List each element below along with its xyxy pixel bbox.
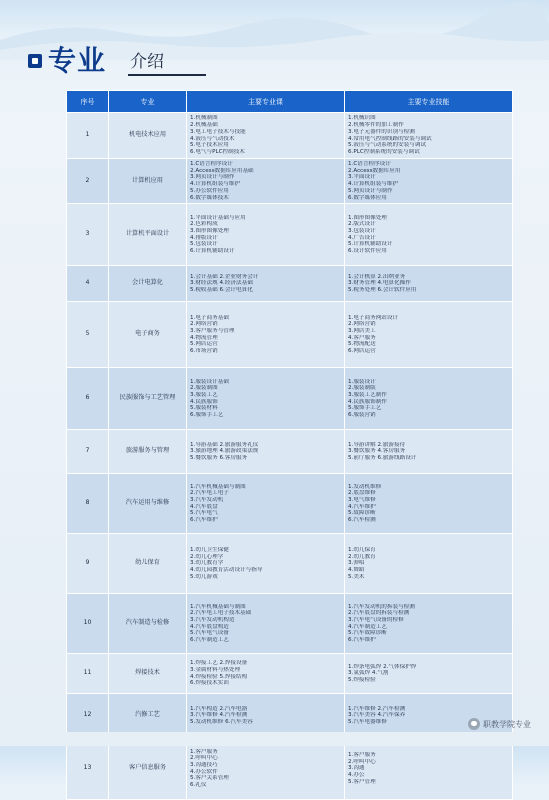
skill-item: 3.包装设计 [348, 228, 376, 235]
course-item: 1.C语言程序设计 [190, 161, 233, 167]
skill-item: 1.机械识图 [348, 115, 376, 122]
skill-item: 5.网页设计与制作 [348, 187, 393, 194]
skill-item: 3.汽车美容 4.汽车保养 [348, 712, 406, 719]
course-item: 1.汽车构造 2.汽车电器 [190, 705, 248, 712]
skill-list [345, 204, 513, 266]
course-item: 6.汽车制造工艺 [190, 637, 229, 644]
section-icon [28, 54, 42, 68]
row-number: 2 [67, 159, 109, 204]
course-item: 6.计算机辅助设计 [190, 248, 235, 255]
course-item: 6.礼仪 [190, 782, 207, 789]
page-subtitle: 介绍 [130, 52, 164, 72]
row-number: 9 [67, 534, 109, 594]
skill-item: 1.会计核算 2.出纳业务 [348, 273, 406, 280]
course-list [187, 266, 345, 302]
table-row [67, 368, 513, 430]
major-name: 旅游服务与管理 [109, 430, 187, 474]
column-header-major: 专业 [109, 91, 187, 113]
course-item: 3.图形图像处理 [190, 228, 229, 235]
row-number: 10 [67, 594, 109, 654]
skill-item: 1.电子商务网站设计 [348, 314, 399, 321]
major-name: 汽车运用与维修 [109, 474, 187, 534]
table-row [67, 534, 513, 594]
skill-item: 3.汽车电气设备的检修 [348, 617, 404, 624]
skill-list [345, 113, 513, 159]
skill-item: 1.服装设计 [348, 378, 376, 385]
skill-item: 4.客户服务 [348, 334, 376, 341]
course-item: 1.幼儿卫生保健 [190, 546, 229, 553]
skill-item: 3.电子元器件的识别与检测 [348, 128, 415, 135]
skill-item: 5.美术 [348, 573, 365, 580]
skill-item: 3.平面设计 [348, 174, 376, 181]
major-name: 汽修工艺 [109, 694, 187, 738]
skill-item: 2.Access数据库应用 [348, 167, 401, 174]
skill-list [345, 654, 513, 694]
course-item: 4.办公软件 [190, 768, 218, 775]
skill-item: 5.汽车电器维修 [348, 719, 387, 726]
course-item: 2.汽车电工电子技术基础 [190, 610, 252, 617]
course-item: 4.计算机组装与维护 [190, 181, 241, 188]
skill-item: 6.汽车检测 [348, 517, 376, 524]
course-item: 1.电子商务基础 [190, 314, 229, 321]
skill-list [345, 474, 513, 534]
course-item: 1.汽车机械基础与制图 [190, 603, 246, 610]
row-number: 3 [67, 204, 109, 266]
skill-item: 1.焊条电弧焊 2.气体保护焊 [348, 663, 417, 670]
table-row [67, 594, 513, 654]
skill-item: 3.弹唱 [348, 560, 365, 567]
course-item: 1.机械制图 [190, 115, 218, 122]
course-item: 1.汽车机械基础与制图 [190, 483, 246, 490]
course-item: 2.幼儿心理学 [190, 553, 224, 560]
course-item: 4.汽车底盘 [190, 503, 218, 510]
skill-list [345, 302, 513, 368]
row-number: 12 [67, 694, 109, 738]
table-row [67, 204, 513, 266]
major-name: 机电技术应用 [109, 113, 187, 159]
skill-item: 5.服饰手工艺 [348, 405, 382, 412]
course-item: 6.数字媒体技术 [190, 194, 229, 201]
course-item: 3.网页设计与制作 [190, 174, 235, 181]
course-list [187, 113, 345, 159]
course-item: 2.服装制图 [190, 385, 218, 392]
skill-item: 4.民族服饰制作 [348, 398, 387, 405]
course-item: 6.汽车维护 [190, 517, 218, 524]
skill-item: 6.网店运营 [348, 348, 376, 355]
skill-item: 3.沟通 [348, 765, 365, 772]
skill-item: 4.常用电气控制线路的安装与调试 [348, 135, 432, 142]
course-item: 2.呼叫中心 [190, 755, 218, 762]
course-item: 3.汽车发动机 [190, 497, 224, 504]
bottom-band [0, 732, 549, 746]
course-item: 5.办公软件应用 [190, 187, 229, 194]
skill-item: 5.税务处理 6.会计软件应用 [348, 287, 417, 294]
course-item: 2.色彩构成 [190, 221, 218, 228]
skill-item: 1.汽车维修 2.汽车检测 [348, 705, 406, 712]
skill-item: 2.底盘维修 [348, 490, 376, 497]
course-item: 2.Access数据库应用基础 [190, 167, 254, 174]
row-number: 4 [67, 266, 109, 302]
row-number: 8 [67, 474, 109, 534]
skill-item: 2.机械零件的加工制作 [348, 122, 404, 129]
table-row [67, 159, 513, 204]
table-row [67, 474, 513, 534]
row-number: 5 [67, 302, 109, 368]
course-item: 5.餐饮服务 6.客房服务 [190, 455, 248, 462]
course-item: 3.客户服务与管理 [190, 328, 235, 335]
column-header-skills: 主要专业技能 [345, 91, 513, 113]
course-item: 5.发动机维修 6.汽车美容 [190, 719, 253, 726]
skill-item: 1.客户服务 [348, 751, 376, 758]
course-item: 5.包装设计 [190, 241, 218, 248]
skill-item: 1.幼儿保育 [348, 546, 376, 553]
course-item: 5.网店运营 [190, 341, 218, 348]
course-item: 1.焊接工艺 2.焊接设备 [190, 660, 248, 667]
skill-item: 6.服装营销 [348, 412, 376, 419]
skill-list [345, 368, 513, 430]
skill-item: 6.数字媒体应用 [348, 194, 387, 201]
course-item: 3.财经法规 4.经济法基础 [190, 280, 253, 287]
skill-list [345, 738, 513, 800]
course-item: 1.导游基础 2.旅游服务礼仪 [190, 441, 259, 448]
course-item: 1.服装设计基础 [190, 378, 229, 385]
course-item: 3.汽车发动机构造 [190, 617, 235, 624]
table-row [67, 654, 513, 694]
course-item: 1.会计基础 2.企业财务会计 [190, 273, 259, 280]
skill-item: 6.设计软件应用 [348, 248, 387, 255]
row-number: 13 [67, 738, 109, 800]
skill-item: 3.电气维修 [348, 497, 376, 504]
table-row [67, 266, 513, 302]
course-list [187, 474, 345, 534]
course-list [187, 738, 345, 800]
skill-item: 3.财务管理 4.电算化操作 [348, 280, 411, 287]
skill-item: 6.PLC控制系统的安装与调试 [348, 148, 420, 155]
course-item: 5.幼儿游戏 [190, 573, 218, 580]
course-item: 4.排版设计 [190, 234, 218, 241]
course-item: 2.汽车电工电子 [190, 490, 229, 497]
skill-item: 3.服装工艺制作 [348, 392, 387, 399]
major-name: 客户信息服务 [109, 738, 187, 800]
skill-item: 1.C语言程序设计 [348, 161, 391, 167]
skill-item: 2.服装制版 [348, 385, 376, 392]
course-list [187, 654, 345, 694]
skill-item: 3.氩弧焊 4.气割 [348, 670, 389, 677]
skill-list [345, 159, 513, 204]
major-name: 民族服饰与工艺管理 [109, 368, 187, 430]
course-item: 6.服饰手工艺 [190, 412, 224, 419]
skill-item: 1.图形图像处理 [348, 214, 387, 221]
skill-item: 2.幼儿教育 [348, 553, 376, 560]
skill-list [345, 594, 513, 654]
skill-item: 2.汽车底盘的拆装与检测 [348, 610, 410, 617]
skill-item: 2.呼叫中心 [348, 758, 376, 765]
major-name: 会计电算化 [109, 266, 187, 302]
course-item: 5.电子技术应用 [190, 142, 229, 149]
course-item: 3.沟通技巧 [190, 762, 218, 769]
skill-item: 3.网店美工 [348, 328, 376, 335]
skill-item: 5.液压与气动系统的安装与调试 [348, 142, 427, 149]
course-item: 4.幼儿园教育活动设计与指导 [190, 567, 263, 574]
skill-item: 1.导游讲解 2.旅游接待 [348, 441, 406, 448]
table-header-row [67, 91, 513, 113]
row-number: 7 [67, 430, 109, 474]
skill-item: 5.物流配送 [348, 341, 376, 348]
course-item: 3.服装工艺 [190, 392, 218, 399]
skill-item: 1.汽车发动机的拆装与检测 [348, 603, 415, 610]
major-name: 幼儿保育 [109, 534, 187, 594]
course-item: 4.汽车底盘构造 [190, 623, 229, 630]
skill-item: 6.汽车维护 [348, 637, 376, 644]
course-item: 4.物流管理 [190, 334, 218, 341]
watermark [468, 718, 531, 730]
major-name: 电子商务 [109, 302, 187, 368]
title-underline [128, 74, 206, 76]
course-item: 5.税收基础 6.会计电算化 [190, 287, 253, 294]
skill-item: 4.汽车制造工艺 [348, 623, 387, 630]
table-row [67, 738, 513, 800]
major-name: 计算机应用 [109, 159, 187, 204]
skill-item: 5.计算机辅助设计 [348, 241, 393, 248]
course-item: 4.民族服饰 [190, 398, 218, 405]
course-item: 4.焊接检验 5.焊接结构 [190, 673, 248, 680]
column-header-courses: 主要专业课 [187, 91, 345, 113]
wechat-icon [468, 718, 480, 730]
skill-list [345, 266, 513, 302]
table-row [67, 302, 513, 368]
course-item: 4.液压与气动技术 [190, 135, 235, 142]
skill-item: 4.计算机组装与维护 [348, 181, 399, 188]
skill-item: 2.网络营销 [348, 321, 376, 328]
course-item: 5.服装材料 [190, 405, 218, 412]
course-item: 6.市场营销 [190, 348, 218, 355]
major-name: 汽车制造与检修 [109, 594, 187, 654]
column-header-num: 序号 [67, 91, 109, 113]
skill-item: 5.客户管理 [348, 778, 376, 785]
skill-item: 1.发动机维修 [348, 483, 382, 490]
skill-item: 5.前厅服务 6.旅游线路设计 [348, 455, 417, 462]
course-item: 1.平面设计基础与应用 [190, 214, 246, 221]
row-number: 6 [67, 368, 109, 430]
course-item: 1.客户服务 [190, 748, 218, 755]
course-list [187, 204, 345, 266]
table-row [67, 430, 513, 474]
row-number: 1 [67, 113, 109, 159]
course-list [187, 534, 345, 594]
course-item: 3.幼儿教育学 [190, 560, 224, 567]
watermark-text: 职教学院专业 [483, 719, 531, 729]
course-item: 6.焊接技术实训 [190, 680, 229, 687]
course-item: 6.电气与PLC控制技术 [190, 148, 245, 155]
table-row [67, 113, 513, 159]
major-table [66, 90, 513, 800]
skill-list [345, 534, 513, 594]
skill-item: 4.办公 [348, 772, 365, 779]
major-name: 计算机平面设计 [109, 204, 187, 266]
skill-item: 4.汽车维护 [348, 503, 376, 510]
course-item: 5.客户关系管理 [190, 775, 229, 782]
course-item: 3.金属材料与热处理 [190, 667, 241, 674]
skill-item: 4.广告设计 [348, 234, 376, 241]
course-item: 3.汽车维修 4.汽车检测 [190, 712, 248, 719]
skill-item: 4.舞蹈 [348, 567, 365, 574]
course-item: 2.网络营销 [190, 321, 218, 328]
skill-item: 5.焊接检验 [348, 677, 376, 684]
course-list [187, 159, 345, 204]
course-list [187, 368, 345, 430]
course-item: 2.机械基础 [190, 122, 218, 129]
course-list [187, 430, 345, 474]
page-title: 专业 [48, 44, 107, 77]
row-number: 11 [67, 654, 109, 694]
skill-item: 2.版式设计 [348, 221, 376, 228]
skill-list [345, 430, 513, 474]
skill-item: 3.餐饮服务 4.客房服务 [348, 448, 406, 455]
course-item: 3.电工电子技术与技能 [190, 128, 246, 135]
course-list [187, 594, 345, 654]
course-item: 5.汽车电气设备 [190, 630, 229, 637]
course-item: 3.旅游地理 4.旅游政策法规 [190, 448, 259, 455]
skill-item: 5.故障诊断 [348, 510, 376, 517]
major-name: 焊接技术 [109, 654, 187, 694]
skill-item: 5.汽车故障诊断 [348, 630, 387, 637]
course-item: 5.汽车电气 [190, 510, 218, 517]
course-list [187, 302, 345, 368]
